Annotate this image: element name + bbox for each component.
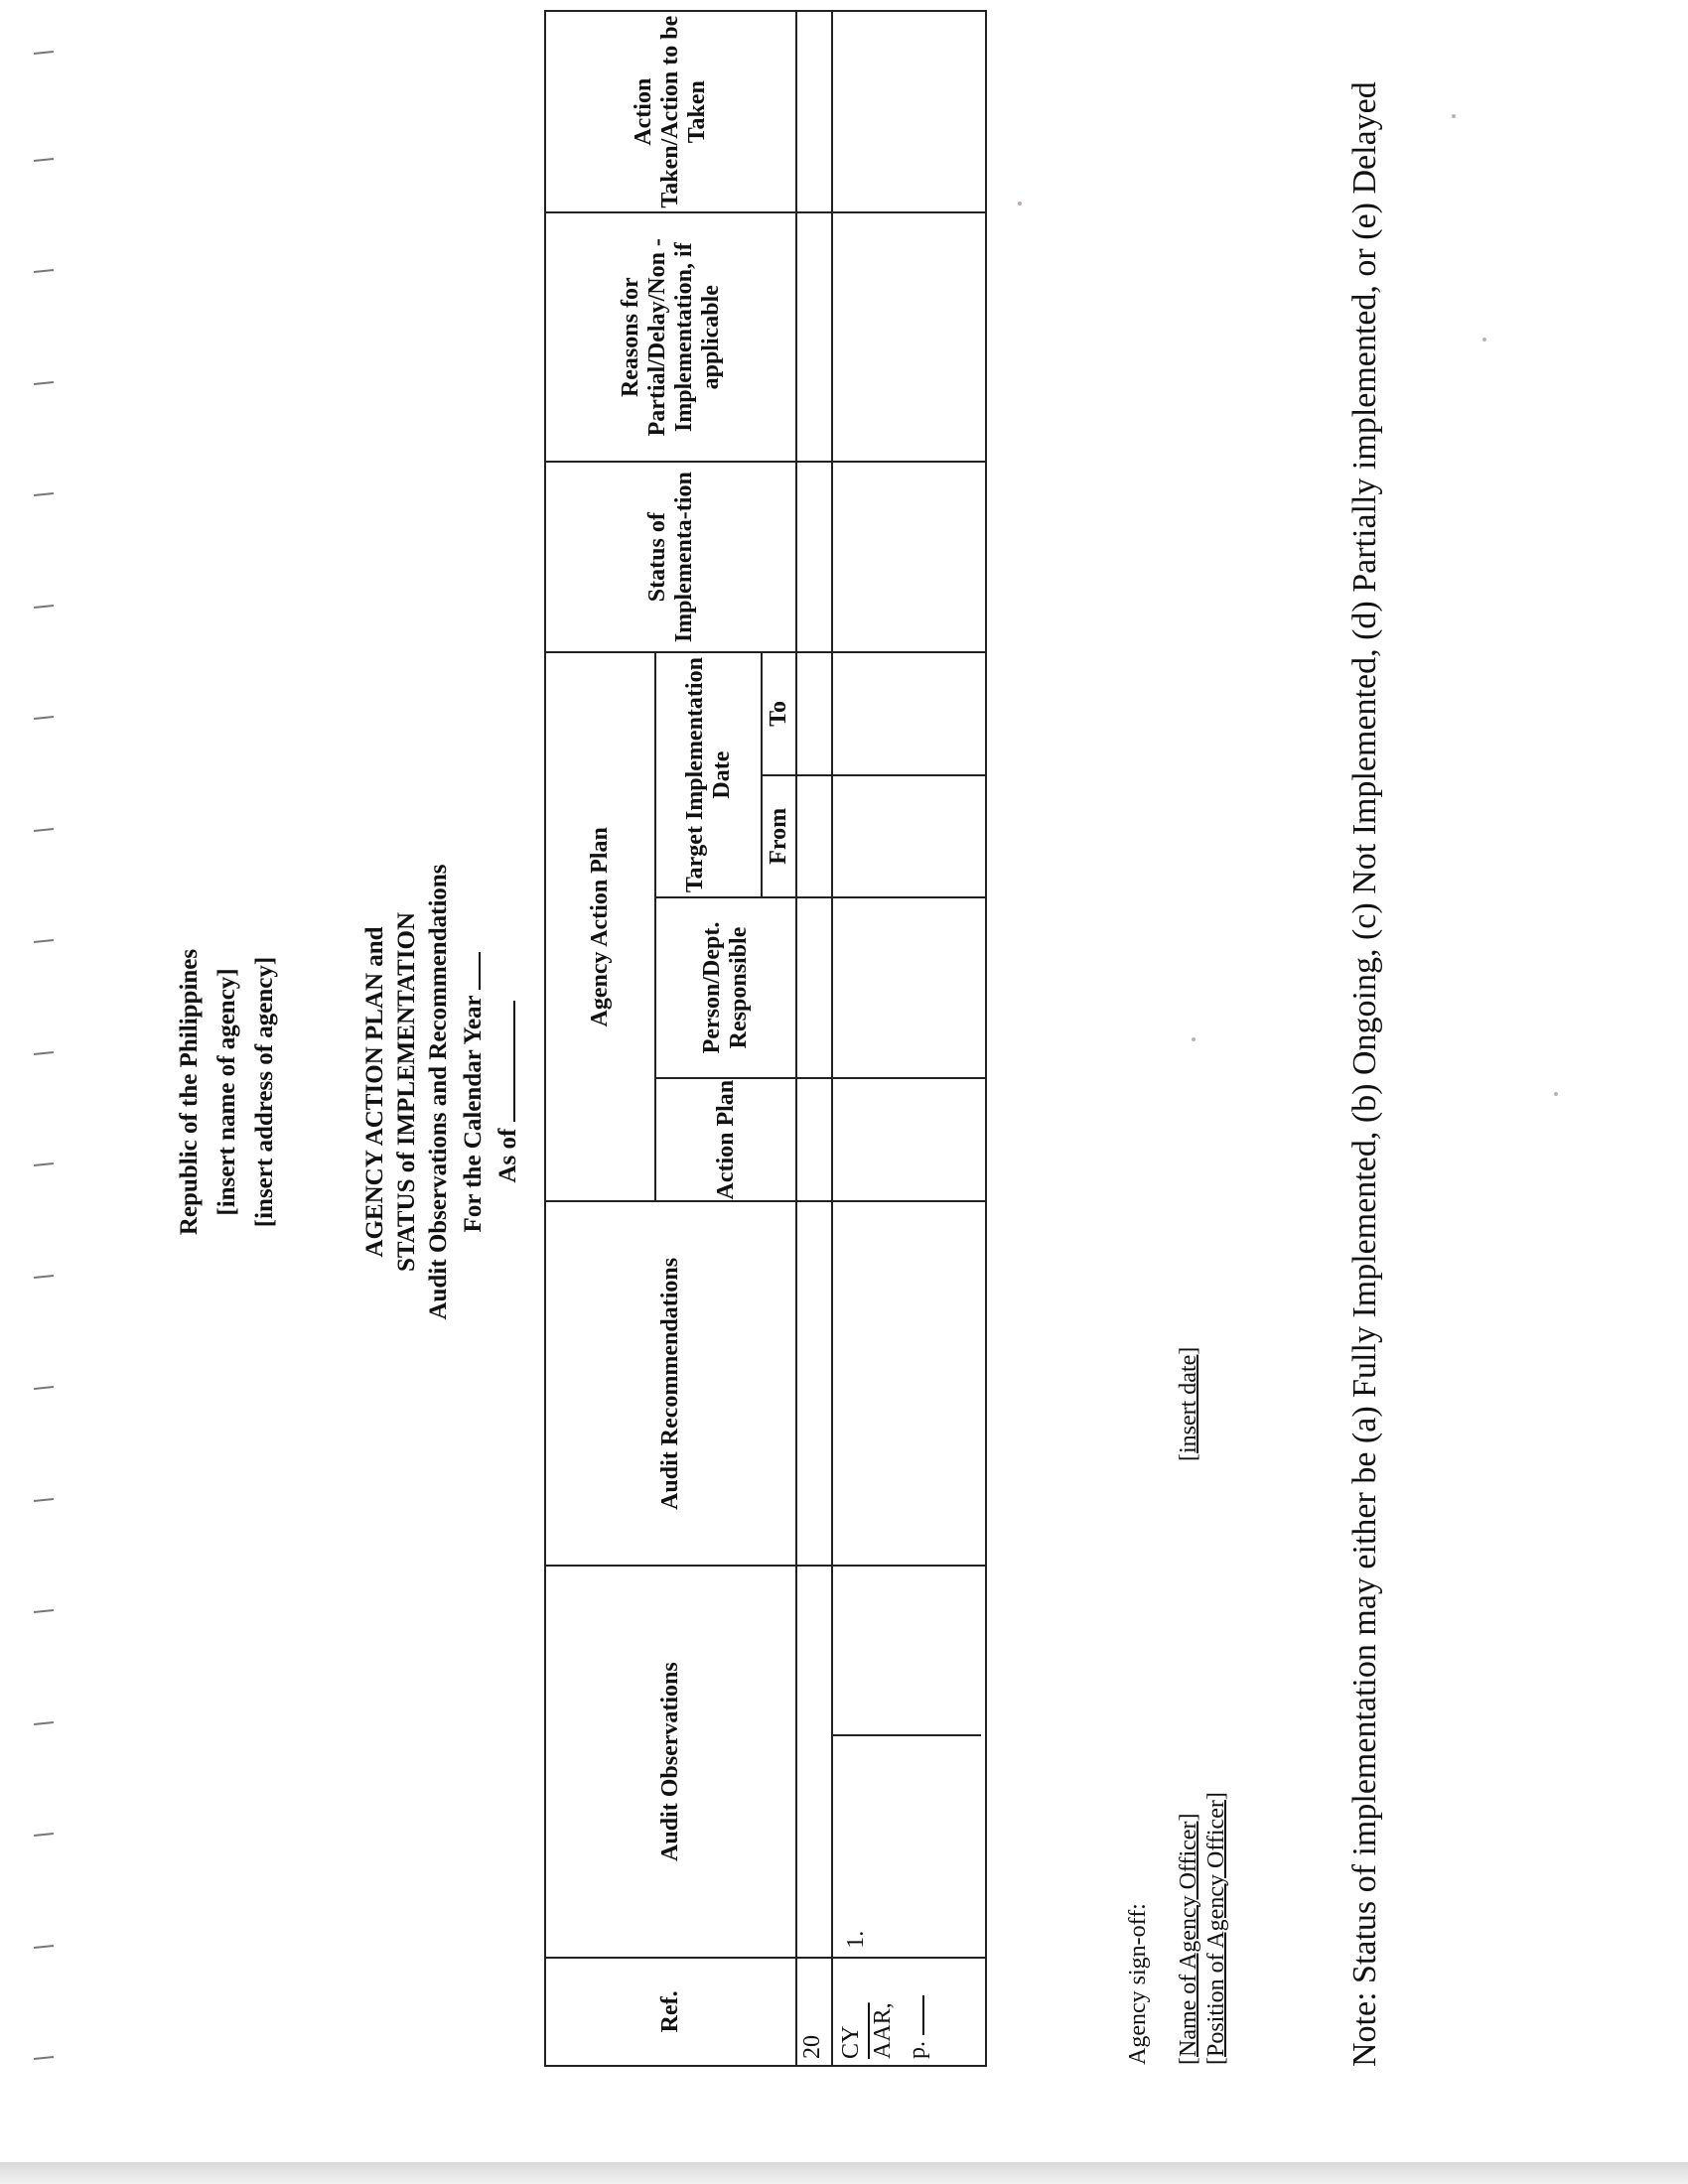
observations-cell[interactable] [832,1566,986,1957]
signoff-label: Agency sign-off: [1125,1903,1151,2065]
ref-page-line [899,1965,933,2059]
col-header-audit-observations: Audit Observations [545,1566,796,1957]
col-header-action-taken: Action Taken/Action to be Taken [545,11,796,212]
republic-line: Republic of the Philippines [176,948,203,1236]
agency-address-placeholder: [insert address of agency] [251,956,278,1228]
col-header-target-date: Target Implementation Date [655,652,762,897]
action-plan-cell[interactable] [832,1078,986,1201]
as-of-label: As of [494,1128,521,1183]
to-year-cell[interactable] [796,652,832,774]
from-date-cell[interactable] [832,775,986,897]
col-header-ref: Ref. [545,1958,796,2066]
person-year-cell[interactable] [796,897,832,1078]
ref-aar: AAR, [870,2002,896,2059]
year-row [796,11,832,2066]
title-line-1: AGENCY ACTION PLAN and [361,926,388,1258]
to-date-cell[interactable] [832,652,986,774]
reasons-year-cell[interactable] [796,212,832,462]
status-cell[interactable] [832,462,986,652]
action-taken-year-cell[interactable] [796,11,832,212]
from-year-cell[interactable] [796,775,832,897]
col-header-action-plan: Action Plan [655,1078,796,1201]
form-title [359,0,524,2184]
observation-number: 1. [843,1930,869,1949]
agency-name-placeholder: [insert name of agency] [213,968,240,1216]
page-number-blank[interactable] [899,1995,924,2035]
as-of-blank[interactable] [490,1001,515,1122]
status-year-cell[interactable] [796,462,832,652]
table-row [832,11,986,2066]
col-header-person-responsible: Person/Dept. Responsible [655,897,796,1078]
ref-page: p. [905,2041,930,2059]
as-of-line [490,0,524,2184]
action-plan-table [544,10,987,2067]
col-header-reasons: Reasons for Partial/Delay/Non -Implementation, if applicable [545,212,796,462]
observation-text-area[interactable] [833,1567,981,1735]
recommendations-cell[interactable] [832,1201,986,1566]
observations-cell-split [833,1567,981,1956]
ref-cy: CY [838,2025,864,2059]
observations-year-cell[interactable] [796,1566,832,1957]
col-header-audit-recommendations: Audit Recommendations [545,1201,796,1566]
recommendations-year-cell[interactable] [796,1201,832,1566]
calendar-year-blank[interactable] [455,952,481,990]
col-header-to: To [762,652,796,774]
reasons-cell[interactable] [832,212,986,462]
action-plan-year-cell[interactable] [796,1078,832,1201]
officer-position-placeholder: [Position of Agency Officer] [1203,1792,1229,2065]
col-header-status: Status of Implementa-tion [545,462,796,652]
col-header-agency-action-plan: Agency Action Plan [545,652,655,1201]
col-header-from: From [762,775,796,897]
ref-year-cell[interactable]: 20 [796,1958,832,2066]
officer-name-placeholder: [Name of Agency Officer] [1176,1813,1201,2065]
title-line-3: Audit Observations and Recommendations [425,864,452,1320]
title-line-2: STATUS of IMPLEMENTATION [393,911,420,1273]
calendar-year-label: For the Calendar Year [460,995,487,1233]
person-responsible-cell[interactable] [832,897,986,1078]
status-footnote: Note: Status of implementation may either be (a) Fully Implemented, (b) Ongoing, (c) Not Implemented, (d) Partially implemented, or (e) Delayed [1346,81,1383,2067]
ref-cell[interactable] [832,1958,986,2066]
agency-header [171,0,284,2184]
date-placeholder: [insert date] [1176,1346,1201,1461]
action-taken-cell[interactable] [832,11,986,212]
calendar-year-line [455,0,490,2184]
